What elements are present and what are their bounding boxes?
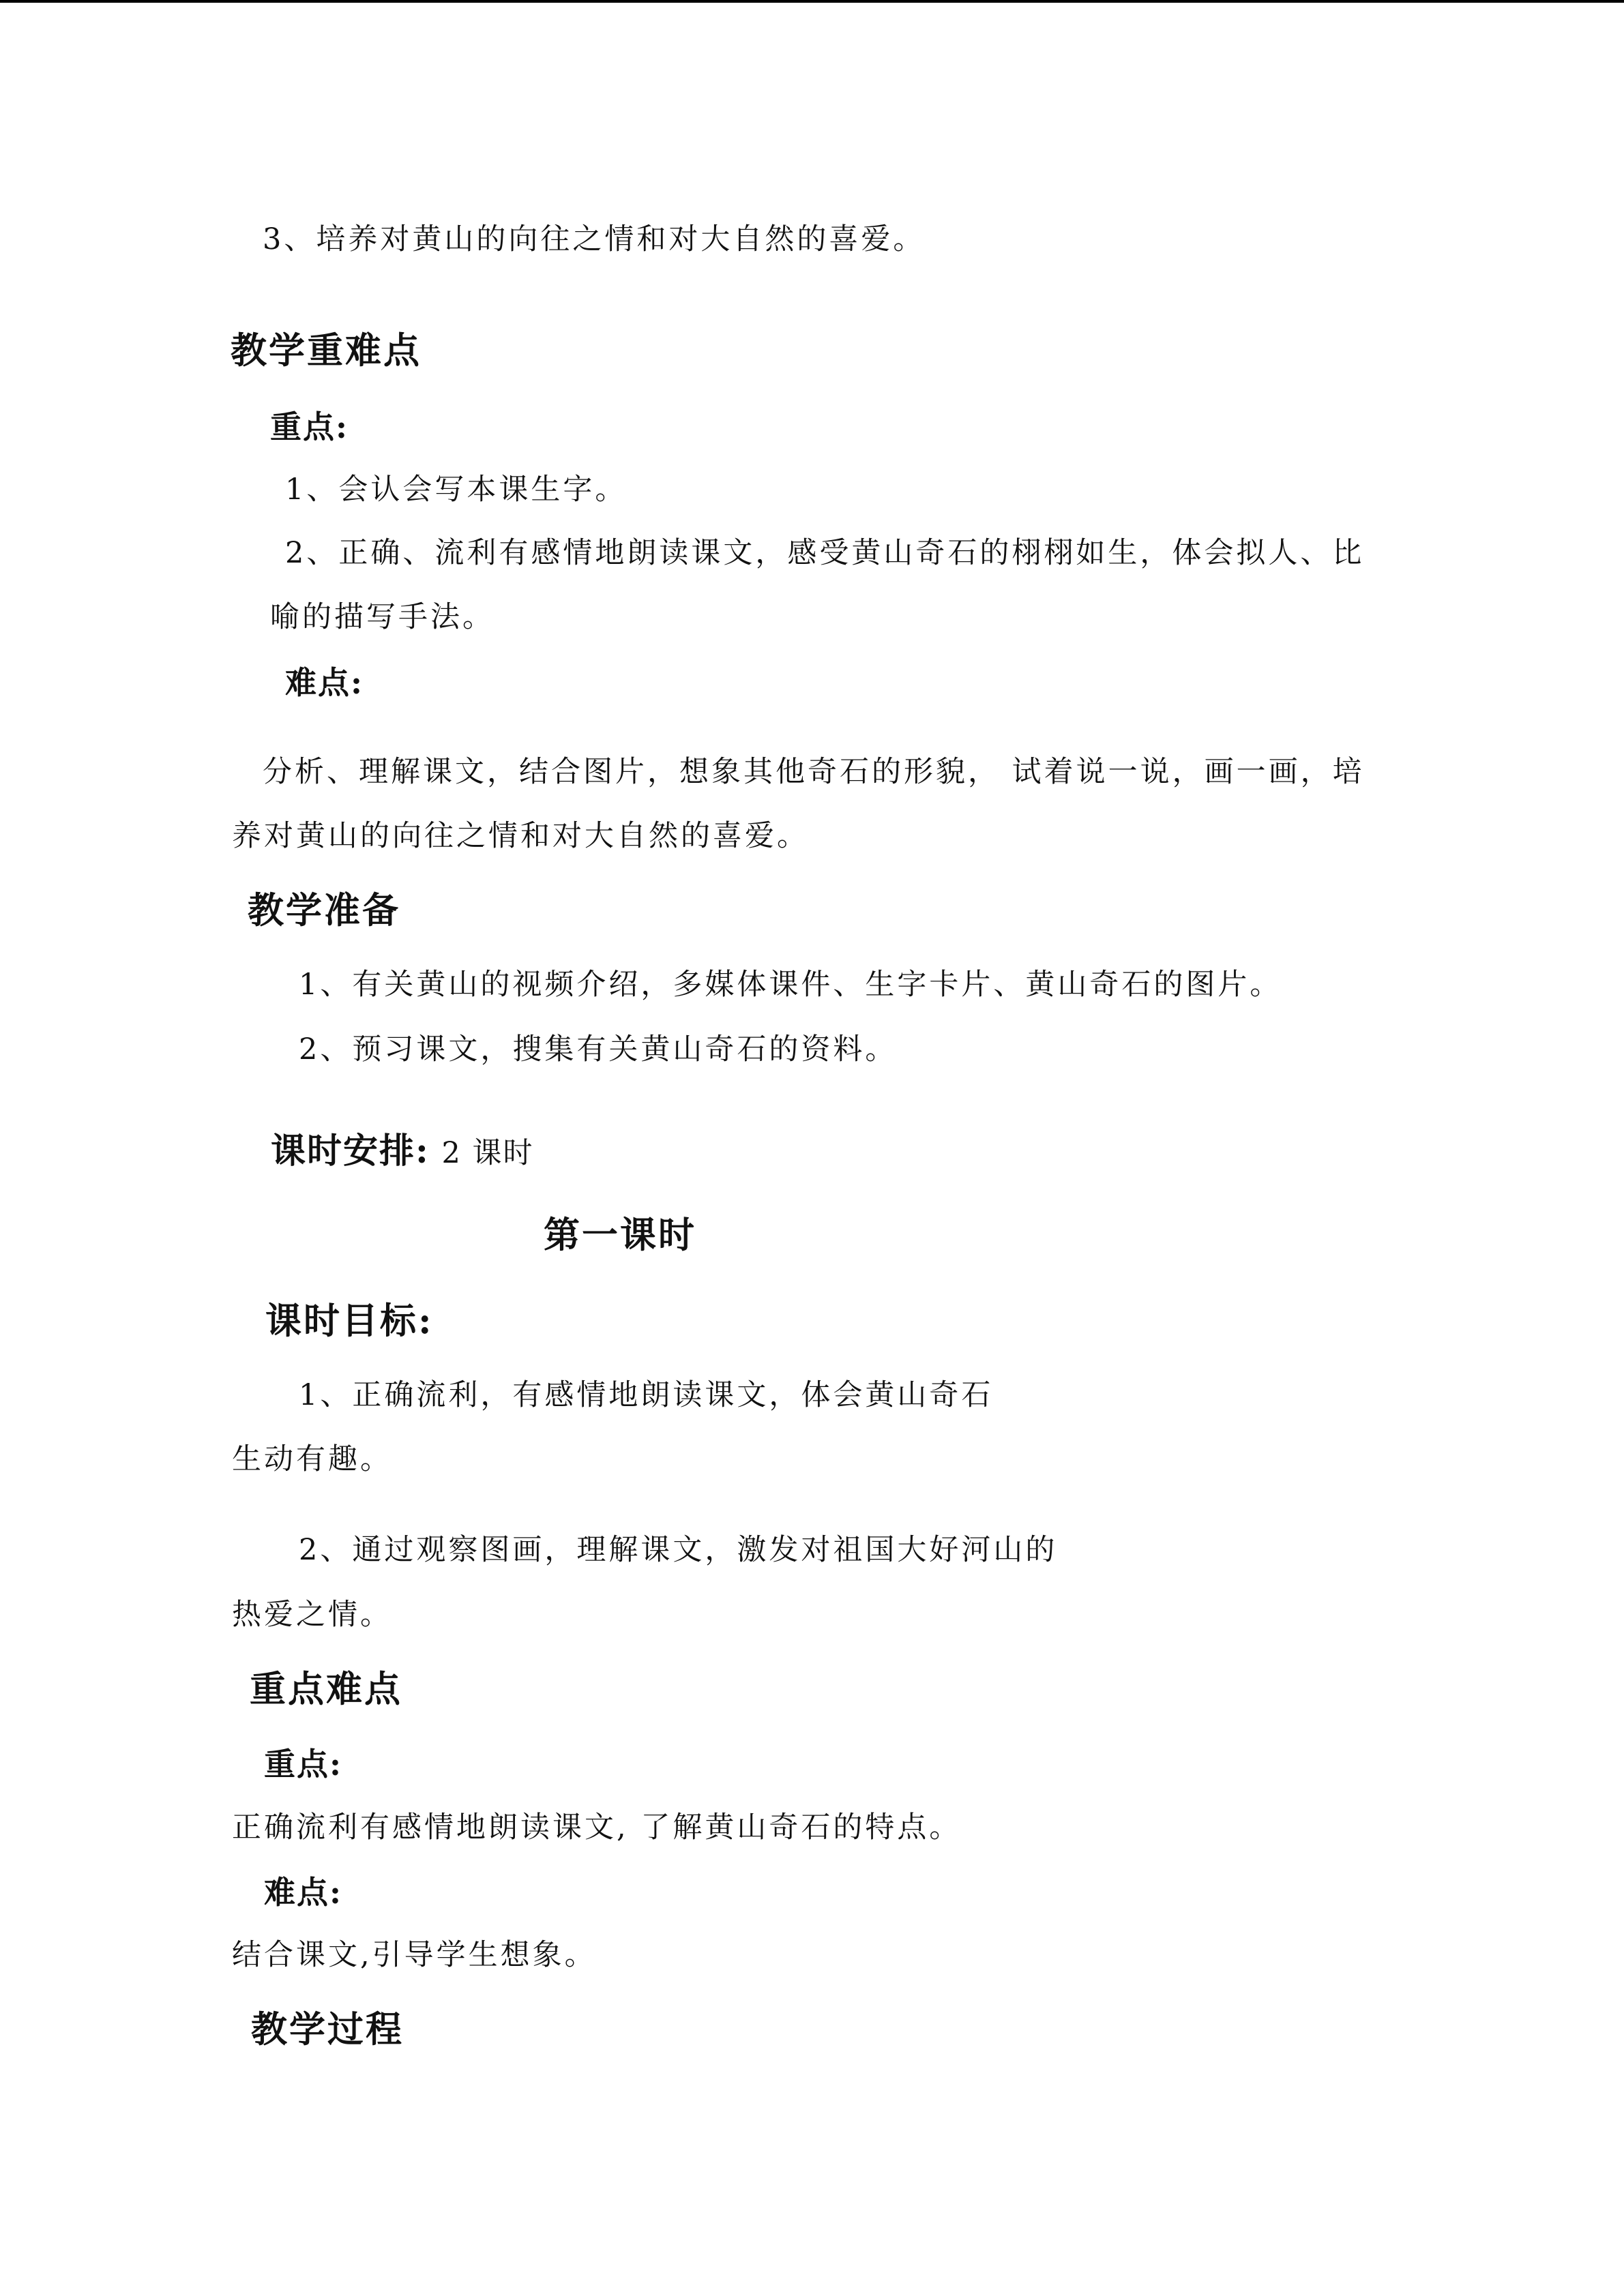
objective-item-3: 3、培养对黄山的向往之情和对大自然的喜爱。 [263,222,926,256]
schedule-line [271,1131,534,1172]
lesson-difficult-text: 结合课文,引导学生想象。 [232,1938,597,1972]
lesson-key-text: 正确流利有感情地朗读课文, 了解黄山奇石的特点。 [232,1810,962,1845]
key-point-item-2-cont: 喻的描写手法。 [270,600,494,634]
lesson-objective-1-cont: 生动有趣。 [232,1442,392,1476]
key-points-label: 重点: [270,408,349,445]
key-difficult-heading: 教学重难点 [231,329,422,372]
key-point-item-2: 2、正确、流利有感情地朗读课文，感受黄山奇石的栩栩如生，体会拟人、比 [285,536,1365,570]
lesson-objective-2-cont: 热爱之情。 [232,1598,392,1632]
lesson-difficult-label: 难点: [264,1874,342,1911]
lesson-key-label: 重点: [264,1746,342,1783]
key-point-item-1: 1、会认会写本课生字。 [285,473,628,507]
schedule-label: 课时安排: [271,1131,430,1172]
preparation-heading: 教学准备 [248,889,400,931]
page-top-border [0,0,1624,3]
preparation-item-1: 1、有关黄山的视频介绍，多媒体课件、生字卡片、黄山奇石的图片。 [299,968,1282,1002]
lesson-objectives-heading: 课时目标: [265,1300,434,1342]
preparation-item-2: 2、预习课文，搜集有关黄山奇石的资料。 [299,1032,898,1067]
difficult-point-line-1: 分析、理解课文，结合图片，想象其他奇石的形貌， 试着说一说，画一画，培 [263,755,1365,789]
schedule-value: 2 课时 [441,1136,534,1170]
lesson-1-title: 第一课时 [544,1214,696,1256]
lesson-objective-1: 1、正确流利，有感情地朗读课文，体会黄山奇石 [299,1378,994,1412]
difficult-point-line-2: 养对黄山的向往之情和对大自然的喜爱。 [232,819,809,853]
lesson-objective-2: 2、通过观察图画，理解课文，激发对祖国大好河山的 [299,1533,1058,1567]
lesson-key-difficult-heading: 重点难点 [250,1668,402,1710]
teaching-process-heading: 教学过程 [251,2008,404,2051]
difficult-points-label: 难点: [285,664,364,701]
